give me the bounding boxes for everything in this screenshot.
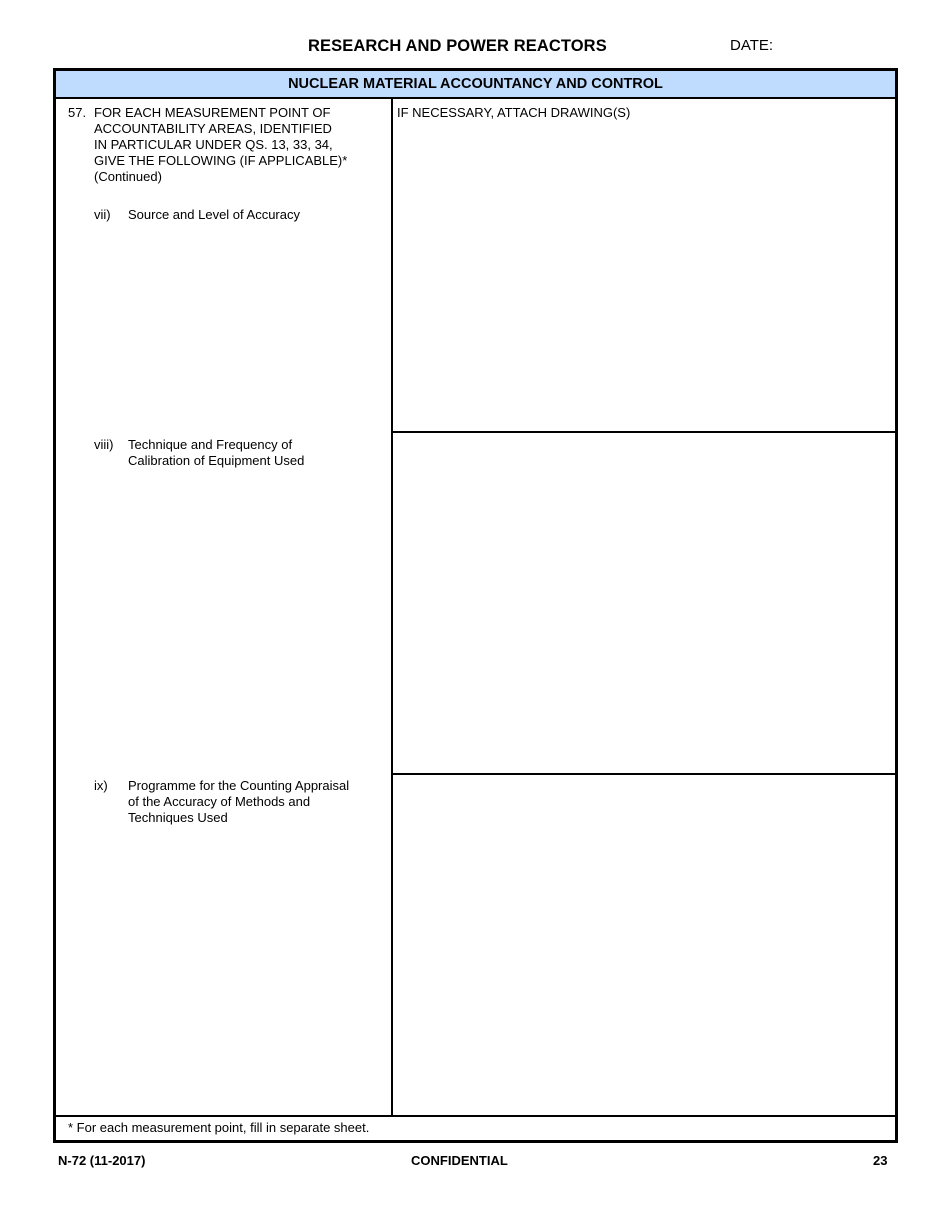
section-header: NUCLEAR MATERIAL ACCOUNTANCY AND CONTROL <box>56 71 895 99</box>
page-title: RESEARCH AND POWER REACTORS <box>308 37 607 55</box>
item-viii-line: Technique and Frequency of <box>128 437 293 452</box>
answer-area-ix[interactable] <box>393 775 895 1115</box>
classification-label: CONFIDENTIAL <box>411 1153 508 1168</box>
question-text <box>94 105 384 185</box>
attach-drawing-note: IF NECESSARY, ATTACH DRAWING(S) <box>397 105 631 120</box>
item-ix-line: Techniques Used <box>128 810 228 825</box>
question-line: FOR EACH MEASUREMENT POINT OF <box>94 105 331 120</box>
item-ix-line: Programme for the Counting Appraisal <box>128 778 350 793</box>
question-line: (Continued) <box>94 169 162 184</box>
page-number: 23 <box>873 1153 888 1168</box>
answer-area-vii[interactable] <box>393 101 895 431</box>
item-vii-marker: vii) <box>94 207 111 222</box>
item-viii-line: Calibration of Equipment Used <box>128 453 305 468</box>
item-viii-marker: viii) <box>94 437 114 452</box>
form-id: N-72 (11-2017) <box>58 1153 146 1168</box>
form-frame <box>53 68 898 1143</box>
item-ix-marker: ix) <box>94 778 108 793</box>
item-vii-label <box>128 207 388 223</box>
footnote: * For each measurement point, fill in separate sheet. <box>68 1120 370 1135</box>
question-line: IN PARTICULAR UNDER QS. 13, 33, 34, <box>94 137 333 152</box>
date-label: DATE: <box>730 37 774 54</box>
footnote-divider <box>56 1115 895 1117</box>
answer-area-viii[interactable] <box>393 433 895 773</box>
question-line: ACCOUNTABILITY AREAS, IDENTIFIED <box>94 121 332 136</box>
item-ix-line: of the Accuracy of Methods and <box>128 794 311 809</box>
item-ix-label <box>128 778 388 826</box>
question-number: 57. <box>68 105 87 120</box>
item-vii-line: Source and Level of Accuracy <box>128 207 300 222</box>
question-line: GIVE THE FOLLOWING (IF APPLICABLE)* <box>94 153 348 168</box>
item-viii-label <box>128 437 388 469</box>
